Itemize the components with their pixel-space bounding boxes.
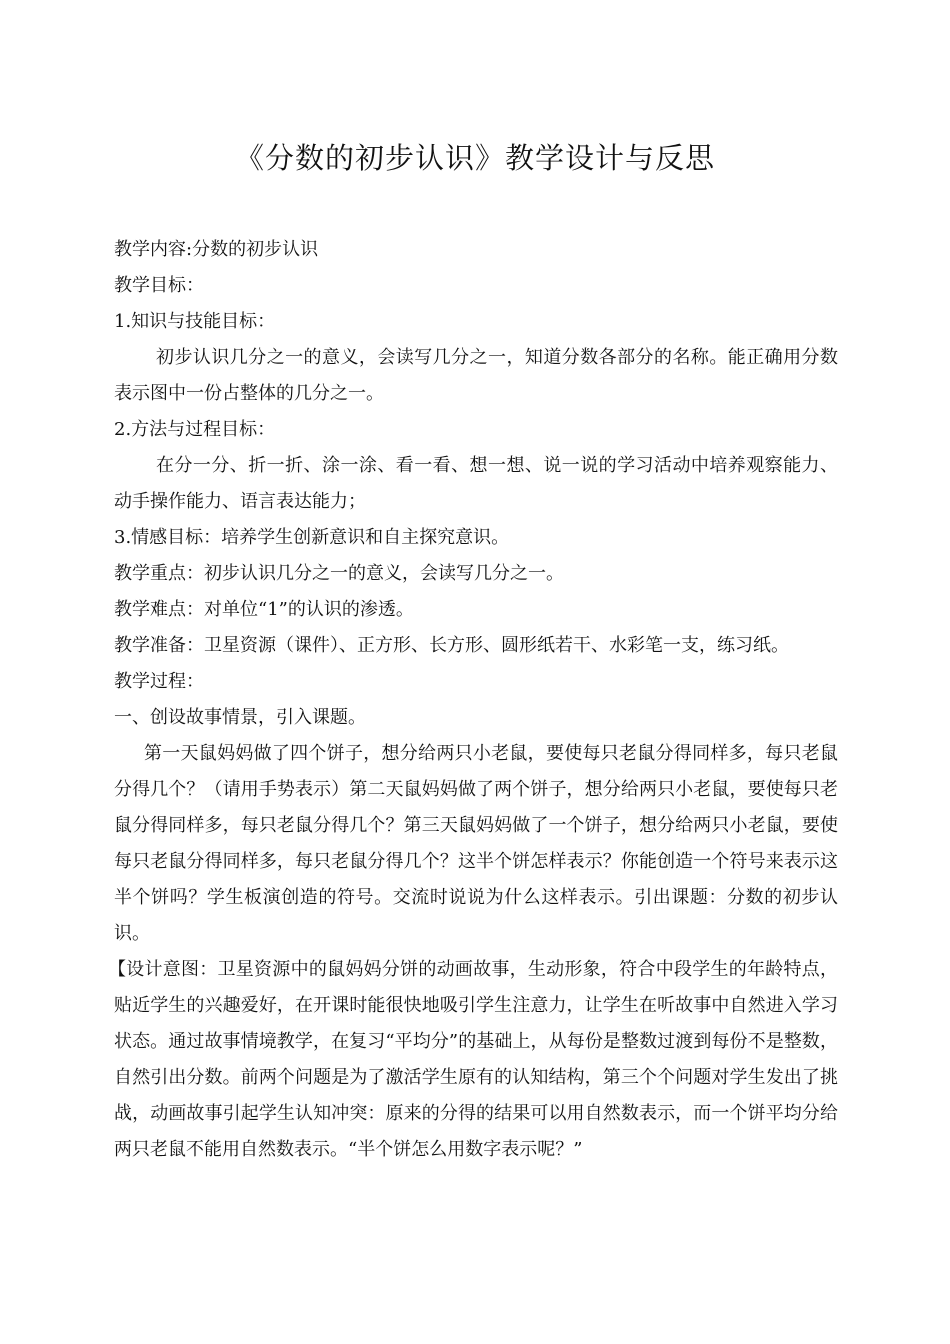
preparation: 教学准备：卫星资源（课件）、正方形、长方形、圆形纸若干、水彩笔一支，练习纸。 [114, 635, 789, 656]
document-body [108, 232, 838, 1168]
difficulty: 教学难点：对单位“1”的认识的渗透。 [114, 599, 414, 620]
key-point: 教学重点：初步认识几分之一的意义，会读写几分之一。 [114, 563, 564, 584]
objective-1-heading: 1.知识与技能目标： [114, 311, 276, 332]
objective-3: 3.情感目标：培养学生创新意识和自主探究意识。 [114, 527, 510, 548]
section-1-heading: 一、创设故事情景，引入课题。 [114, 707, 366, 728]
objective-1-text: 初步认识几分之一的意义，会读写几分之一，知道分数各部分的名称。能正确用分数表示图中一份占整体的几分之一。 [114, 347, 838, 404]
design-intent: 【设计意图：卫星资源中的鼠妈妈分饼的动画故事，生动形象，符合中段学生的年龄特点，贴近学生的兴趣爱好，在开课时能很快地吸引学生注意力，让学生在听故事中自然进入学习状态。通过故事情境教学，在复习“平均分”的基础上，从每份是整数过渡到每份不是整数，自然引出分数。前两个问题是为了激活学生原有的认知结构，第三个个问题对学生发出了挑战，动画故事引起学生认知冲突：原来的分得的结果可以用自然数表示，而一个饼平均分给两只老鼠不能用自然数表示。“半个饼怎么用数字表示呢？” [108, 959, 838, 1160]
objective-2-text: 在分一分、折一折、涂一涂、看一看、想一想、说一说的学习活动中培养观察能力、动手操作能力、语言表达能力； [114, 455, 838, 512]
objectives-heading: 教学目标： [114, 275, 204, 296]
document-title: 《分数的初步认识》教学设计与反思 [234, 141, 715, 175]
process-heading: 教学过程： [114, 671, 204, 692]
objective-2-heading: 2.方法与过程目标： [114, 419, 276, 440]
content-line: 教学内容:分数的初步认识 [114, 239, 319, 260]
section-1-text: 第一天鼠妈妈做了四个饼子，想分给两只小老鼠，要使每只老鼠分得同样多，每只老鼠分得几个？（请用手势表示）第二天鼠妈妈做了两个饼子，想分给两只小老鼠，要使每只老鼠分得同样多，每只老鼠分得几个？第三天鼠妈妈做了一个饼子，想分给两只小老鼠，要使每只老鼠分得同样多，每只老鼠分得几个？这半个饼怎样表示？你能创造一个符号来表示这半个饼吗？学生板演创造的符号。交流时说说为什么这样表示。引出课题：分数的初步认识。 [114, 743, 838, 944]
